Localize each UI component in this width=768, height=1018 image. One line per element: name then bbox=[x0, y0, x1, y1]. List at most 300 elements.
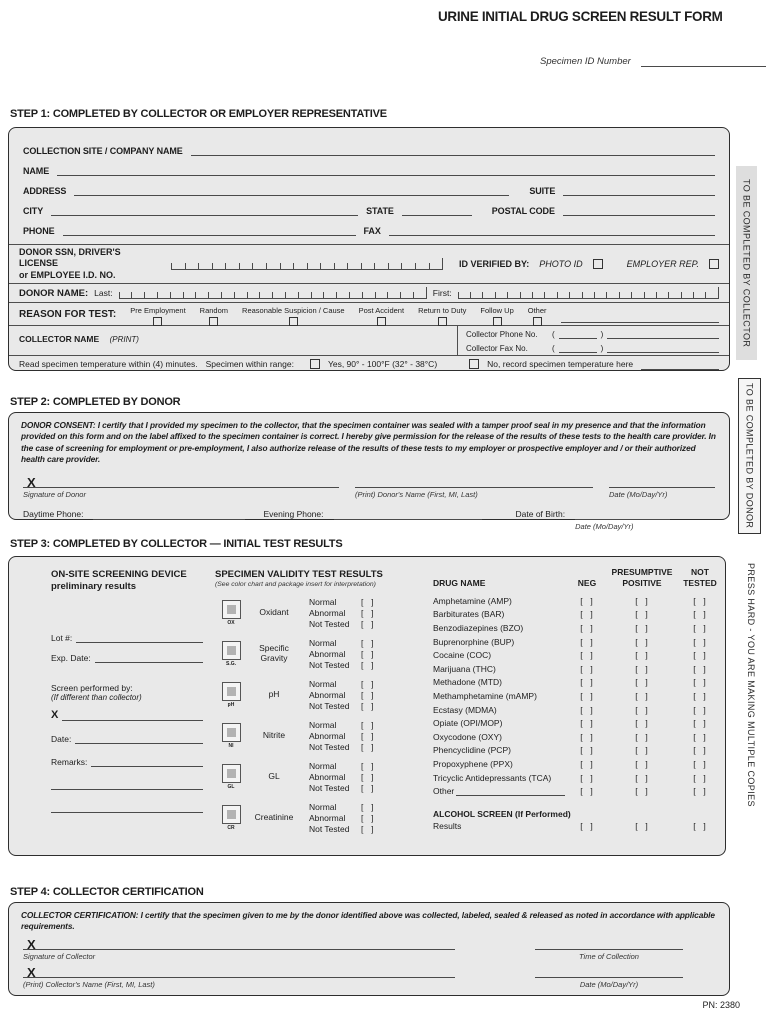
screen-by-signature-field bbox=[51, 709, 203, 721]
not-tested-checkbox[interactable]: [ ] bbox=[693, 663, 707, 674]
comb-cell bbox=[544, 292, 556, 298]
donor-consent-text: DONOR CONSENT: I certify that I provided my specimen to the collector, that the specimen container was sealed with a tamper proof seal in my presence and that the information provided on this form and on the label affixed to the specimen container is correct. I hereby give permission for the release of the results of these tests to the health care provider. In the case of screening for employment or pre-employment, I also authorize release of the results of these tests to my employer or prospective employer and / or their authorized health care provider. bbox=[21, 420, 716, 465]
presumptive-positive-checkbox[interactable]: [ ] bbox=[635, 772, 649, 783]
result-checkbox[interactable]: [ ] bbox=[361, 731, 375, 741]
result-checkbox[interactable]: [ ] bbox=[361, 813, 375, 823]
step2-heading: STEP 2: COMPLETED BY DONOR bbox=[10, 396, 181, 408]
suite-input-line[interactable] bbox=[563, 185, 715, 196]
address-row bbox=[23, 176, 715, 196]
drug-name: Tricyclic Antidepressants (TCA) bbox=[433, 772, 552, 783]
presumptive-header-line1: PRESUMPTIVE bbox=[611, 567, 673, 577]
not-tested-checkbox[interactable]: [ ] bbox=[693, 609, 707, 620]
comb-cell bbox=[157, 292, 170, 298]
donor-print-name-line[interactable] bbox=[355, 487, 593, 488]
comb-cell bbox=[619, 292, 631, 298]
id-verified-label: ID VERIFIED BY: bbox=[458, 259, 530, 269]
test-pad-abbr: GL bbox=[227, 784, 235, 790]
result-checkbox[interactable]: [ ] bbox=[361, 772, 375, 782]
reasonable-suspicion-checkbox[interactable] bbox=[289, 317, 298, 326]
validity-test-name: Oxidant bbox=[259, 607, 289, 618]
drug-name: Marijuana (THC) bbox=[433, 663, 496, 674]
collection-site-label: COLLECTION SITE / COMPANY NAME bbox=[23, 146, 183, 156]
lot-input-line[interactable] bbox=[76, 632, 203, 643]
result-checkbox[interactable]: [ ] bbox=[361, 608, 375, 618]
donor-id-label: DONOR SSN, DRIVER'S LICENSE or EMPLOYEE I.D. NO. bbox=[19, 247, 121, 280]
neg-checkbox[interactable]: [ ] bbox=[580, 772, 594, 783]
collector-fax-label: Collector Fax No. bbox=[466, 344, 528, 353]
comb-cell bbox=[388, 263, 402, 269]
result-checkbox[interactable]: [ ] bbox=[361, 701, 375, 711]
not-tested-checkbox[interactable]: [ ] bbox=[693, 772, 707, 783]
collector-phone-area-line[interactable] bbox=[559, 328, 597, 339]
presumptive-positive-checkbox[interactable]: [ ] bbox=[635, 704, 649, 715]
collector-fax-input-line[interactable] bbox=[607, 342, 719, 353]
screen-date-input-line[interactable] bbox=[75, 733, 203, 744]
address-input-line[interactable] bbox=[74, 185, 509, 196]
specimen-validity-column bbox=[215, 569, 395, 834]
drug-name: Oxycodone (OXY) bbox=[433, 731, 502, 742]
comb-cell bbox=[225, 263, 239, 269]
temperature-value-input-line[interactable] bbox=[641, 359, 719, 370]
comb-cell bbox=[470, 292, 482, 298]
comb-cell bbox=[221, 292, 234, 298]
comb-cell bbox=[323, 292, 336, 298]
drug-name: Phencyclidine (PCP) bbox=[433, 745, 511, 756]
comb-cell bbox=[170, 292, 183, 298]
result-checkbox[interactable]: [ ] bbox=[361, 824, 375, 834]
neg-checkbox[interactable]: [ ] bbox=[580, 786, 594, 797]
result-checkbox[interactable]: [ ] bbox=[361, 638, 375, 648]
not-tested-checkbox[interactable]: [ ] bbox=[693, 622, 707, 633]
validity-test-name: GL bbox=[268, 771, 280, 782]
test-pad-abbr: pH bbox=[227, 702, 235, 708]
neg-checkbox[interactable]: [ ] bbox=[580, 718, 594, 729]
state-label: STATE bbox=[366, 206, 394, 216]
collector-phone-row: Collector Phone No. ( ) bbox=[466, 328, 719, 339]
step4-heading: STEP 4: COLLECTOR CERTIFICATION bbox=[10, 886, 204, 898]
screen-date-field bbox=[51, 733, 203, 744]
comb-cell bbox=[131, 292, 144, 298]
presumptive-positive-checkbox[interactable]: [ ] bbox=[635, 690, 649, 701]
dob-line[interactable] bbox=[575, 509, 670, 520]
comb-cell bbox=[631, 292, 643, 298]
comb-cell bbox=[532, 292, 544, 298]
comb-cell bbox=[285, 292, 298, 298]
comb-cell bbox=[413, 292, 426, 298]
result-checkbox[interactable]: [ ] bbox=[361, 720, 375, 730]
comb-cell bbox=[252, 263, 266, 269]
drug-name: Methamphetamine (mAMP) bbox=[433, 690, 537, 701]
result-checkbox[interactable]: [ ] bbox=[361, 761, 375, 771]
return-to-duty-checkbox[interactable] bbox=[438, 317, 447, 326]
step1-box bbox=[8, 127, 730, 371]
not-tested-checkbox[interactable]: [ ] bbox=[693, 820, 707, 831]
comb-cell bbox=[644, 292, 656, 298]
exp-date-input-line[interactable] bbox=[95, 652, 203, 663]
photo-id-label: PHOTO ID bbox=[539, 259, 583, 269]
collection-site-row bbox=[23, 136, 715, 156]
screen-date-label: Date: bbox=[51, 733, 72, 744]
screen-by-label: Screen performed by: bbox=[51, 682, 133, 693]
collector-phone-label: Collector Phone No. bbox=[466, 330, 538, 339]
name-input-line[interactable] bbox=[57, 165, 715, 176]
drug-results-column bbox=[429, 567, 725, 833]
test-pad-icon bbox=[222, 723, 241, 742]
neg-checkbox[interactable]: [ ] bbox=[580, 677, 594, 688]
result-checkbox[interactable]: [ ] bbox=[361, 660, 375, 670]
neg-checkbox[interactable]: [ ] bbox=[580, 690, 594, 701]
result-checkbox[interactable]: [ ] bbox=[361, 649, 375, 659]
result-checkbox[interactable]: [ ] bbox=[361, 742, 375, 752]
donor-date-field bbox=[609, 487, 715, 499]
first-name-comb-field[interactable] bbox=[458, 287, 719, 299]
remarks-input-line[interactable] bbox=[91, 756, 203, 767]
test-pad-icon bbox=[222, 682, 241, 701]
result-checkbox[interactable]: [ ] bbox=[361, 597, 375, 607]
collector-fax-area-line[interactable] bbox=[559, 342, 597, 353]
comb-cell bbox=[171, 263, 185, 269]
comb-cell bbox=[185, 263, 199, 269]
collection-date-label: Date (Mo/Day/Yr) bbox=[579, 979, 639, 989]
test-pad-abbr: CR bbox=[227, 825, 235, 831]
donor-print-name-label: (Print) Donor's Name (First, MI, Last) bbox=[355, 489, 478, 499]
drug-name: Benzodiazepines (BZO) bbox=[433, 622, 524, 633]
alcohol-screen-heading: ALCOHOL SCREEN (If Performed) bbox=[433, 808, 571, 819]
result-label: Abnormal bbox=[309, 813, 346, 823]
comb-cell bbox=[693, 292, 705, 298]
not-tested-checkbox[interactable]: [ ] bbox=[693, 677, 707, 688]
comb-cell bbox=[482, 292, 494, 298]
part-number: PN: 2380 bbox=[702, 1000, 740, 1010]
other-reason-checkbox[interactable] bbox=[533, 317, 542, 326]
step3-box bbox=[8, 556, 726, 856]
donor-name-section bbox=[9, 284, 729, 302]
result-label: Normal bbox=[309, 802, 337, 812]
signature-x-mark: X bbox=[27, 964, 36, 980]
screen-by-signature-line[interactable] bbox=[62, 710, 203, 721]
result-label: Not Tested bbox=[309, 619, 350, 629]
collector-signature-line[interactable] bbox=[23, 949, 455, 950]
time-of-collection-line[interactable] bbox=[535, 949, 683, 950]
onsite-subheading: preliminary results bbox=[51, 581, 137, 593]
neg-checkbox[interactable]: [ ] bbox=[580, 758, 594, 769]
not-tested-checkbox[interactable]: [ ] bbox=[693, 786, 707, 797]
page-title: URINE INITIAL DRUG SCREEN RESULT FORM bbox=[438, 8, 723, 24]
donor-name-label: DONOR NAME: bbox=[19, 287, 89, 299]
neg-checkbox[interactable]: [ ] bbox=[580, 609, 594, 620]
presumptive-positive-checkbox[interactable]: [ ] bbox=[635, 731, 649, 742]
test-pad-abbr: OX bbox=[227, 620, 235, 626]
name-row bbox=[23, 156, 715, 176]
comb-cell bbox=[374, 263, 388, 269]
reason-option-post-accident: Post Accident bbox=[359, 306, 404, 326]
not-tested-checkbox[interactable]: [ ] bbox=[693, 731, 707, 742]
screen-by-note: (If different than collector) bbox=[51, 692, 142, 702]
comb-cell bbox=[375, 292, 388, 298]
neg-checkbox[interactable]: [ ] bbox=[580, 636, 594, 647]
validity-test-name: pH bbox=[268, 689, 280, 700]
donor-date-label: Date (Mo/Day/Yr) bbox=[609, 489, 668, 499]
not-tested-checkbox[interactable]: [ ] bbox=[693, 718, 707, 729]
neg-header: NEG bbox=[577, 578, 597, 588]
presumptive-positive-checkbox[interactable]: [ ] bbox=[635, 663, 649, 674]
follow-up-checkbox[interactable] bbox=[493, 317, 502, 326]
reason-option-random: Random bbox=[200, 306, 228, 326]
not-tested-checkbox[interactable]: [ ] bbox=[693, 704, 707, 715]
drug-name: Propoxyphene (PPX) bbox=[433, 758, 513, 769]
result-label: Not Tested bbox=[309, 824, 350, 834]
presumptive-positive-checkbox[interactable]: [ ] bbox=[635, 677, 649, 688]
reason-option-other: Other bbox=[528, 306, 547, 326]
comb-cell bbox=[387, 292, 400, 298]
comb-cell bbox=[183, 292, 196, 298]
comb-cell bbox=[259, 292, 272, 298]
result-label: Normal bbox=[309, 638, 337, 648]
specimen-id-label: Specimen ID Number bbox=[540, 56, 631, 67]
reason-option-follow-up: Follow Up bbox=[480, 306, 513, 326]
phone-label: PHONE bbox=[23, 226, 55, 236]
neg-checkbox[interactable]: [ ] bbox=[580, 704, 594, 715]
comb-cell bbox=[272, 292, 285, 298]
presumptive-positive-checkbox[interactable]: [ ] bbox=[635, 718, 649, 729]
drug-name: Amphetamine (AMP) bbox=[433, 595, 512, 606]
fax-label: FAX bbox=[363, 226, 381, 236]
step1-heading: STEP 1: COMPLETED BY COLLECTOR OR EMPLOYER REPRESENTATIVE bbox=[10, 108, 387, 120]
comb-cell bbox=[195, 292, 208, 298]
test-pad-icon bbox=[222, 641, 241, 660]
drug-name: Buprenorphine (BUP) bbox=[433, 636, 515, 647]
evening-phone-label: Evening Phone: bbox=[263, 508, 324, 519]
evening-phone-line[interactable] bbox=[334, 509, 482, 520]
photo-id-checkbox[interactable] bbox=[593, 259, 603, 269]
lot-field bbox=[51, 632, 203, 643]
time-of-collection-field bbox=[535, 949, 683, 961]
dob-date-format-label: Date (Mo/Day/Yr) bbox=[575, 521, 634, 531]
exp-date-field bbox=[51, 652, 203, 663]
postal-code-input-line[interactable] bbox=[563, 205, 715, 216]
result-checkbox[interactable]: [ ] bbox=[361, 690, 375, 700]
collection-date-line[interactable] bbox=[535, 977, 683, 978]
not-tested-checkbox[interactable]: [ ] bbox=[693, 745, 707, 756]
presumptive-positive-checkbox[interactable]: [ ] bbox=[635, 758, 649, 769]
step2-box bbox=[8, 412, 730, 531]
address-label: ADDRESS bbox=[23, 186, 67, 196]
suite-label: SUITE bbox=[529, 186, 556, 196]
comb-cell bbox=[208, 292, 221, 298]
validity-test-name: Nitrite bbox=[262, 730, 286, 741]
remarks-extra-line-1[interactable] bbox=[51, 779, 203, 790]
result-label: Normal bbox=[309, 761, 337, 771]
presumptive-positive-checkbox[interactable]: [ ] bbox=[635, 622, 649, 633]
donor-id-comb-field[interactable] bbox=[171, 258, 443, 270]
reason-label: REASON FOR TEST: bbox=[19, 309, 117, 320]
drug-name-other: Other bbox=[429, 784, 565, 798]
phone-input-line[interactable] bbox=[63, 225, 356, 236]
test-pad-abbr: S.G. bbox=[225, 661, 236, 667]
comb-cell bbox=[144, 292, 157, 298]
collector-certification-text: COLLECTOR CERTIFICATION: I certify that the specimen given to me by the donor identified above was collected, labeled, sealed & released as noted in accordance with applicable requirements. bbox=[21, 910, 715, 932]
random-checkbox[interactable] bbox=[209, 317, 218, 326]
validity-test-row bbox=[215, 638, 395, 670]
comb-cell bbox=[266, 263, 280, 269]
validity-test-row bbox=[215, 761, 395, 793]
daytime-phone-label: Daytime Phone: bbox=[23, 508, 84, 519]
presumptive-positive-checkbox[interactable]: [ ] bbox=[635, 609, 649, 620]
donor-id-section bbox=[9, 245, 729, 283]
comb-cell bbox=[705, 292, 717, 298]
donor-signature-line[interactable] bbox=[23, 487, 339, 488]
collector-print-name-label: (Print) Collector's Name (First, MI, Last) bbox=[23, 979, 155, 989]
comb-cell bbox=[239, 263, 253, 269]
result-label: Not Tested bbox=[309, 660, 350, 670]
comb-cell bbox=[681, 292, 693, 298]
result-checkbox[interactable]: [ ] bbox=[361, 802, 375, 812]
donor-signature-field bbox=[23, 475, 339, 499]
collector-signature-label: Signature of Collector bbox=[23, 951, 96, 961]
remarks-extra-line-2[interactable] bbox=[51, 802, 203, 813]
collector-fax-row: Collector Fax No. ( ) bbox=[466, 342, 719, 353]
validity-test-name: Specific Gravity bbox=[259, 643, 289, 663]
presumptive-positive-checkbox[interactable]: [ ] bbox=[635, 650, 649, 661]
neg-checkbox[interactable]: [ ] bbox=[580, 595, 594, 606]
reason-option-pre-employment: Pre Employment bbox=[130, 306, 185, 326]
last-name-comb-field[interactable] bbox=[119, 287, 427, 299]
neg-checkbox[interactable]: [ ] bbox=[580, 650, 594, 661]
validity-subheading: (See color chart and package insert for interpretation) bbox=[215, 581, 376, 588]
side-tab-collector: TO BE COMPLETED BY COLLECTOR bbox=[736, 166, 757, 360]
collector-print-name-line[interactable] bbox=[23, 977, 455, 978]
comb-cell bbox=[520, 292, 532, 298]
comb-cell bbox=[347, 263, 361, 269]
comb-cell bbox=[320, 263, 334, 269]
temperature-section bbox=[9, 356, 729, 372]
donor-print-name-field bbox=[355, 487, 593, 499]
test-pad-abbr: NI bbox=[228, 743, 234, 749]
comb-cell bbox=[400, 292, 413, 298]
result-label: Not Tested bbox=[309, 742, 350, 752]
validity-test-name: Creatinine bbox=[254, 812, 294, 823]
comb-cell bbox=[293, 263, 307, 269]
neg-checkbox[interactable]: [ ] bbox=[580, 622, 594, 633]
comb-cell bbox=[361, 263, 375, 269]
temp-no-label: No, record specimen temperature here bbox=[487, 359, 634, 369]
step3-heading: STEP 3: COMPLETED BY COLLECTOR — INITIAL TEST RESULTS bbox=[10, 538, 343, 550]
daytime-phone-line[interactable] bbox=[93, 509, 245, 520]
temperature-range-label: Specimen within range: bbox=[205, 359, 294, 369]
temp-yes-label: Yes, 90° - 100°F (32° - 38°C) bbox=[327, 359, 438, 369]
state-input-line[interactable] bbox=[402, 205, 472, 216]
comb-cell bbox=[311, 292, 324, 298]
presumptive-positive-checkbox[interactable]: [ ] bbox=[635, 745, 649, 756]
not-tested-checkbox[interactable]: [ ] bbox=[693, 650, 707, 661]
other-reason-input-line[interactable] bbox=[561, 312, 719, 323]
comb-cell bbox=[582, 292, 594, 298]
step4-box bbox=[8, 902, 730, 996]
test-pad-icon bbox=[222, 805, 241, 824]
employer-rep-checkbox[interactable] bbox=[709, 259, 719, 269]
reason-option-reasonable-suspicion: Reasonable Suspicion / Cause bbox=[242, 306, 345, 326]
comb-cell bbox=[298, 292, 311, 298]
result-label: Normal bbox=[309, 597, 337, 607]
neg-checkbox[interactable]: [ ] bbox=[580, 731, 594, 742]
temp-yes-checkbox[interactable] bbox=[310, 359, 320, 369]
specimen-id-input-line[interactable] bbox=[641, 56, 766, 67]
neg-checkbox[interactable]: [ ] bbox=[580, 745, 594, 756]
presumptive-positive-checkbox[interactable]: [ ] bbox=[635, 786, 649, 797]
not-tested-checkbox[interactable]: [ ] bbox=[693, 690, 707, 701]
dob-label: Date of Birth: bbox=[515, 508, 566, 519]
comb-cell bbox=[247, 292, 260, 298]
temperature-read-label: Read specimen temperature within (4) minutes. bbox=[19, 359, 198, 369]
specimen-id-field bbox=[540, 56, 766, 67]
validity-heading: SPECIMEN VALIDITY TEST RESULTS bbox=[215, 569, 383, 580]
pre-employment-checkbox[interactable] bbox=[153, 317, 162, 326]
comb-cell bbox=[557, 292, 569, 298]
signature-x-mark: X bbox=[51, 708, 59, 721]
collector-phone-input-line[interactable] bbox=[607, 328, 719, 339]
comb-cell bbox=[495, 292, 507, 298]
comb-cell bbox=[198, 263, 212, 269]
donor-date-line[interactable] bbox=[609, 487, 715, 488]
city-input-line[interactable] bbox=[51, 205, 358, 216]
validity-test-row bbox=[215, 679, 395, 711]
not-tested-checkbox[interactable]: [ ] bbox=[693, 758, 707, 769]
comb-cell bbox=[334, 263, 348, 269]
comb-cell bbox=[507, 292, 519, 298]
presumptive-positive-checkbox[interactable]: [ ] bbox=[635, 636, 649, 647]
neg-checkbox[interactable]: [ ] bbox=[580, 663, 594, 674]
time-of-collection-label: Time of Collection bbox=[579, 951, 639, 961]
result-label: Abnormal bbox=[309, 690, 346, 700]
reason-option-return-to-duty: Return to Duty bbox=[418, 306, 466, 326]
side-tab-donor: TO BE COMPLETED BY DONOR bbox=[738, 378, 761, 534]
collection-site-input-line[interactable] bbox=[191, 145, 715, 156]
test-pad-icon bbox=[222, 764, 241, 783]
signature-x-mark: X bbox=[27, 936, 36, 952]
result-label: Normal bbox=[309, 679, 337, 689]
collector-name-label: COLLECTOR NAME bbox=[19, 334, 100, 344]
comb-cell bbox=[349, 292, 362, 298]
drug-name: Cocaine (COC) bbox=[433, 650, 492, 661]
collector-print-name-field bbox=[23, 965, 455, 989]
signature-x-mark: X bbox=[27, 474, 36, 490]
not-tested-checkbox[interactable]: [ ] bbox=[693, 595, 707, 606]
validity-test-row bbox=[215, 720, 395, 752]
comb-cell bbox=[656, 292, 668, 298]
comb-cell bbox=[415, 263, 429, 269]
comb-cell bbox=[401, 263, 415, 269]
other-drug-input-line[interactable] bbox=[456, 787, 565, 796]
temp-no-checkbox[interactable] bbox=[469, 359, 479, 369]
post-accident-checkbox[interactable] bbox=[377, 317, 386, 326]
comb-cell bbox=[307, 263, 321, 269]
alcohol-results-label: Results bbox=[433, 820, 462, 831]
comb-cell bbox=[234, 292, 247, 298]
presumptive-positive-checkbox[interactable]: [ ] bbox=[635, 595, 649, 606]
result-checkbox[interactable]: [ ] bbox=[361, 679, 375, 689]
comb-cell bbox=[280, 263, 294, 269]
result-label: Abnormal bbox=[309, 772, 346, 782]
fax-input-line[interactable] bbox=[389, 225, 715, 236]
exp-date-label: Exp. Date: bbox=[51, 652, 91, 663]
not-tested-checkbox[interactable]: [ ] bbox=[693, 636, 707, 647]
onsite-screening-column bbox=[51, 569, 203, 813]
presumptive-positive-checkbox[interactable]: [ ] bbox=[635, 820, 649, 831]
comb-cell bbox=[569, 292, 581, 298]
result-checkbox[interactable]: [ ] bbox=[361, 619, 375, 629]
result-checkbox[interactable]: [ ] bbox=[361, 783, 375, 793]
neg-checkbox[interactable]: [ ] bbox=[580, 820, 594, 831]
